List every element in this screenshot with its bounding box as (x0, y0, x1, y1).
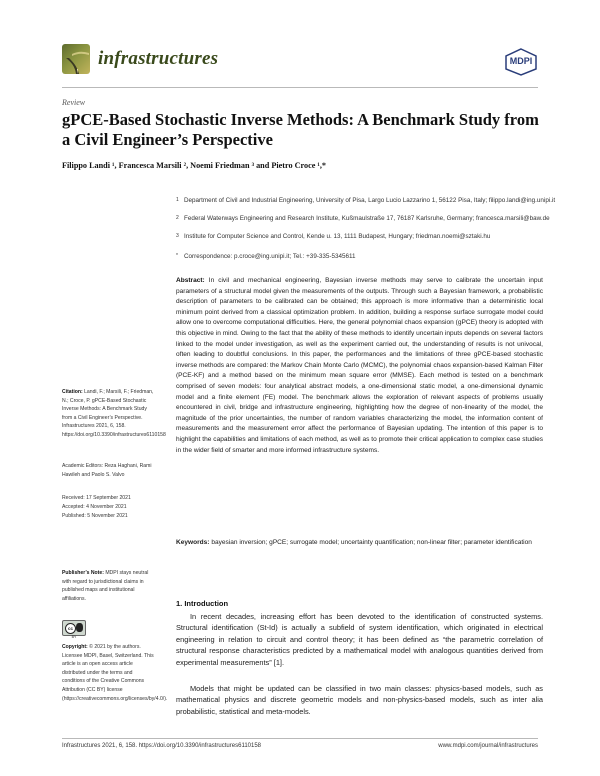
mdpi-logo (503, 48, 539, 76)
affiliation-number: 1 (176, 197, 179, 203)
keywords-text: bayesian inversion; gPCE; surrogate model; uncertainty quantification; non-linear filter; parameter identification (211, 539, 532, 546)
affiliation-text: Institute for Computer Science and Control, Kende u. 13, 1111 Budapest, Hungary; friedman.noemi@sztaki.hu (184, 233, 491, 240)
footer-divider (62, 738, 538, 739)
intro-paragraph-1: In recent decades, increasing effort has been devoted to the identification of constructed systems. Structural identification (St-Id) is actually a subfield of system identification, which originated in electrical engineering in relation to circuit and control theory; it has been defined as “the parametric correlation of structural response characteristics predicted by a mathematical model with analogous quantities derived from experimental measurements” [1]. (176, 612, 543, 667)
abstract (176, 276, 543, 456)
cc-icon: cc (65, 623, 76, 634)
copyright-label: Copyright: (62, 644, 88, 650)
article-type: Review (62, 98, 86, 107)
affiliation-number: 2 (176, 215, 179, 221)
journal-name: infrastructures (98, 48, 219, 69)
academic-editors: Academic Editors: Reza Haghani, Rami Hawileh and Paolo S. Valvo (62, 463, 152, 478)
affiliation-text: Department of Civil and Industrial Engineering, University of Pisa, Largo Lucio Lazzarino 1, 56122 Pisa, Italy; filippo.landi@ing.unipi.it (184, 197, 556, 204)
affiliation-text: Correspondence: p.croce@ing.unipi.it; Tel.: +39-335-5345611 (184, 253, 356, 260)
footer-citation[interactable]: Infrastructures 2021, 6, 158. https://doi.org/10.3390/infrastructures6110158 (62, 743, 262, 749)
publisher-name: MDPI (509, 56, 533, 66)
copyright-text: © 2021 by the authors. Licensee MDPI, Basel, Switzerland. This article is an open access article distributed under the terms and conditions of the Creative Commons Attribution (CC BY) license (https://creativecommons.org/licenses/by/4.0/). (62, 644, 168, 702)
publisher-note (62, 569, 154, 603)
correspondence (176, 252, 556, 261)
abstract-label: Abstract: (176, 277, 205, 284)
affiliation-2 (176, 214, 556, 223)
publisher-note-text: MDPI stays neutral with regard to jurisdictional claims in published maps and institutional affiliations. (62, 570, 149, 602)
accepted-date: Accepted: 4 November 2021 (62, 504, 127, 510)
keywords-label: Keywords: (176, 539, 210, 546)
affiliation-number: * (176, 253, 178, 259)
journal-logo (62, 44, 90, 74)
affiliation-1 (176, 196, 556, 205)
affiliation-text: Federal Waterways Engineering and Research Institute, Kußmaulstraße 17, 76187 Karlsruhe, Germany; francesca.marsili@baw.de (184, 215, 550, 222)
keywords (176, 538, 543, 549)
received-date: Received: 17 September 2021 (62, 495, 131, 501)
section-heading-introduction: 1. Introduction (176, 599, 229, 608)
header-divider (62, 87, 538, 88)
publisher-note-label: Publisher’s Note: (62, 570, 104, 576)
footer-journal-url[interactable]: www.mdpi.com/journal/infrastructures (438, 743, 538, 749)
affiliation-number: 3 (176, 233, 179, 239)
citation-label: Citation: (62, 389, 83, 395)
citation (62, 388, 166, 440)
attribution-icon (76, 623, 83, 632)
article-title: gPCE-Based Stochastic Inverse Methods: A Benchmark Study from a Civil Engineer’s Perspective (62, 110, 539, 149)
citation-text: Landi, F.; Marsili, F.; Friedman, N.; Croce, P. gPCE-Based Stochastic Inverse Methods: A Benchmark Study from a Civil Engineer’s Perspective. Infrastructures 2021, 6, 158. https://doi.org/10.3390/infrastructures6110158 (62, 389, 166, 438)
abstract-text: In civil and mechanical engineering, Bayesian inverse methods may serve to calibrate the uncertain input parameters of a structural model given the measurements of the outputs. Through such a Bayesian framework, a probabilistic description of parameters to be calibrated can be obtained; this approach is more informative than a deterministic local minimum point derived from a classical optimization problem. In addition, building a response surface surrogate model could allow one to overcome computational difficulties. Here, the general polynomial chaos expansion (gPCE) theory is adopted with this objective in mind. Owing to the fact that the ability of these methods to identify uncertain inputs depends on several factors linked to the model under investigation, as well as the experiment carried out, the understanding of results is not univocal, often leading to doubtful conclusions. In this paper, the performances and the limitations of three gPCE-based stochastic inverse methods are compared: the Markov Chain Monte Carlo (MCMC), the polynomial chaos expansion-based Kalman Filter (PCE-KF) and a method based on the minimum mean square error (MMSE). Each method is tested on a benchmark comprised of seven models: four analytical abstract models, a one-dimensional static model, a one-dimensional dynamic model and a finite element (FE) model. The benchmark allows the exploration of relevant aspects of problems usually encountered in civil, bridge and infrastructure engineering, highlighting how the degree of non-linearity of the model, the magnitude of the prior uncertainties, the number of random variables characterizing the model, the information content of measurements and the measurement error affect the performance of Bayesian updating. The intention of this paper is to highlight the capabilities and limitations of each method, as well as to promote their critical application to complex case studies in the wider field of smarter and more informed infrastructure systems. (176, 277, 543, 454)
intro-paragraph-2: Models that might be updated can be classified in two main classes: physics-based models, such as mathematical physics and discrete geometric models and non-physics-based models, such as inter alia probabilistic, statistical and meta-models. (176, 684, 543, 716)
affiliation-3 (176, 232, 556, 241)
author-list: Filippo Landi ¹, Francesca Marsili ², Noemi Friedman ³ and Pietro Croce ¹,* (62, 161, 326, 170)
copyright (62, 643, 168, 703)
published-date: Published: 5 November 2021 (62, 513, 128, 519)
cc-by-label: BY (71, 635, 77, 639)
cc-by-license-badge[interactable] (62, 620, 86, 636)
